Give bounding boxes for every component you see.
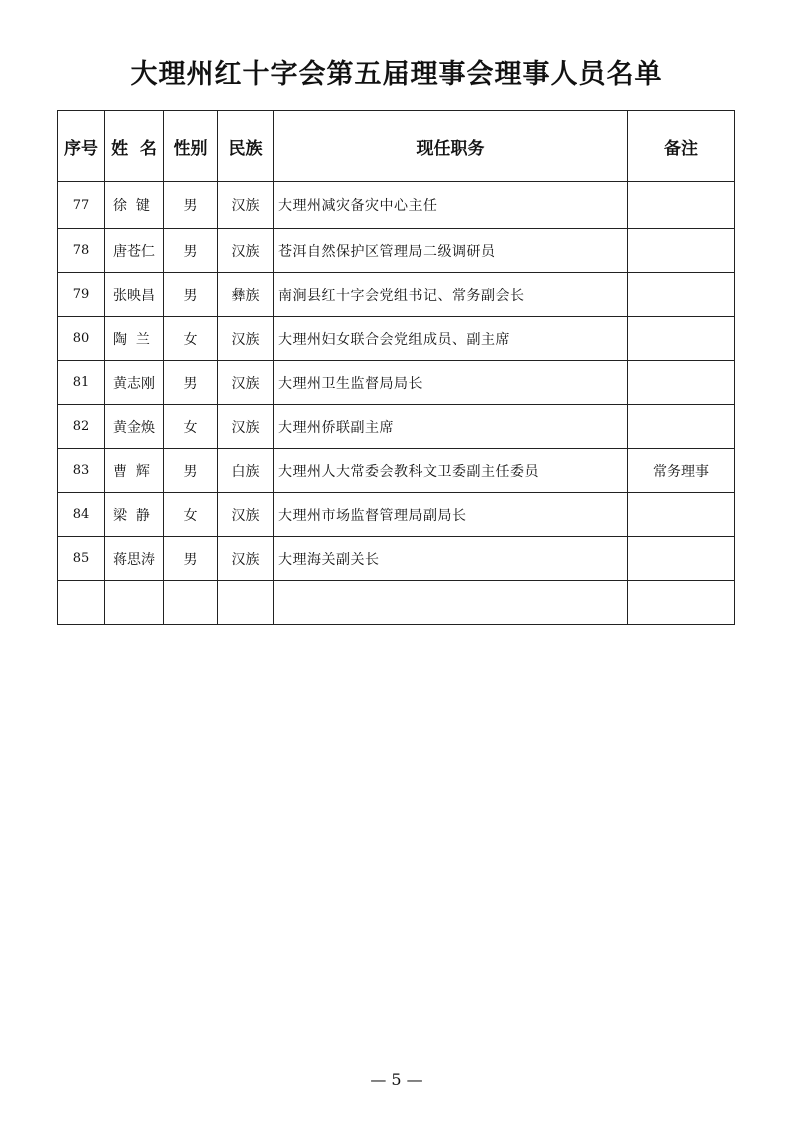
cell-remarks	[628, 361, 735, 405]
cell-remarks	[628, 273, 735, 317]
header-position: 现任职务	[274, 111, 628, 182]
cell-seq: 80	[58, 317, 105, 361]
cell-gender: 女	[164, 317, 218, 361]
table-row	[58, 317, 735, 361]
roster-table	[57, 110, 735, 625]
table-row	[58, 229, 735, 273]
cell-ethnicity: 白族	[218, 449, 274, 493]
cell-position: 大理海关副关长	[274, 537, 628, 581]
cell-gender: 女	[164, 493, 218, 537]
cell-position	[274, 581, 628, 625]
cell-name: 黄志刚	[105, 361, 164, 405]
cell-position: 大理州妇女联合会党组成员、副主席	[274, 317, 628, 361]
table-row	[58, 449, 735, 493]
cell-gender: 男	[164, 449, 218, 493]
cell-name: 黄金焕	[105, 405, 164, 449]
cell-ethnicity: 汉族	[218, 229, 274, 273]
cell-remarks	[628, 581, 735, 625]
cell-gender: 女	[164, 405, 218, 449]
page-number: — 5 —	[370, 1070, 423, 1089]
cell-seq: 81	[58, 361, 105, 405]
cell-seq: 77	[58, 182, 105, 229]
cell-position: 大理州人大常委会教科文卫委副主任委员	[274, 449, 628, 493]
cell-position: 大理州市场监督管理局副局长	[274, 493, 628, 537]
header-name: 姓 名	[105, 111, 164, 182]
cell-ethnicity: 彝族	[218, 273, 274, 317]
table-row	[58, 405, 735, 449]
cell-remarks	[628, 182, 735, 229]
cell-gender: 男	[164, 182, 218, 229]
cell-name: 蒋思涛	[105, 537, 164, 581]
cell-position: 大理州侨联副主席	[274, 405, 628, 449]
cell-seq: 79	[58, 273, 105, 317]
cell-position: 大理州卫生监督局局长	[274, 361, 628, 405]
cell-seq	[58, 581, 105, 625]
header-row	[58, 111, 735, 182]
cell-gender	[164, 581, 218, 625]
table-row	[58, 493, 735, 537]
table-row	[58, 537, 735, 581]
table-row	[58, 182, 735, 229]
header-gender: 性别	[164, 111, 218, 182]
cell-ethnicity: 汉族	[218, 405, 274, 449]
cell-name	[105, 581, 164, 625]
table-row	[58, 581, 735, 625]
cell-name: 陶 兰	[105, 317, 164, 361]
cell-name: 唐苍仁	[105, 229, 164, 273]
cell-name: 徐 键	[105, 182, 164, 229]
header-remarks: 备注	[628, 111, 735, 182]
cell-remarks: 常务理事	[628, 449, 735, 493]
table-row	[58, 361, 735, 405]
cell-remarks	[628, 537, 735, 581]
cell-ethnicity: 汉族	[218, 361, 274, 405]
cell-seq: 78	[58, 229, 105, 273]
cell-ethnicity	[218, 581, 274, 625]
cell-remarks	[628, 405, 735, 449]
cell-gender: 男	[164, 361, 218, 405]
cell-remarks	[628, 229, 735, 273]
cell-seq: 82	[58, 405, 105, 449]
cell-name: 曹 辉	[105, 449, 164, 493]
cell-position: 苍洱自然保护区管理局二级调研员	[274, 229, 628, 273]
cell-ethnicity: 汉族	[218, 317, 274, 361]
cell-position: 大理州减灾备灾中心主任	[274, 182, 628, 229]
cell-ethnicity: 汉族	[218, 537, 274, 581]
document-title: 大理州红十字会第五届理事会理事人员名单	[130, 59, 663, 90]
cell-seq: 85	[58, 537, 105, 581]
cell-seq: 84	[58, 493, 105, 537]
cell-remarks	[628, 493, 735, 537]
cell-remarks	[628, 317, 735, 361]
table-row	[58, 273, 735, 317]
cell-position: 南涧县红十字会党组书记、常务副会长	[274, 273, 628, 317]
cell-name: 梁 静	[105, 493, 164, 537]
cell-seq: 83	[58, 449, 105, 493]
header-ethnicity: 民族	[218, 111, 274, 182]
cell-gender: 男	[164, 537, 218, 581]
cell-name: 张映昌	[105, 273, 164, 317]
cell-gender: 男	[164, 273, 218, 317]
cell-gender: 男	[164, 229, 218, 273]
cell-ethnicity: 汉族	[218, 493, 274, 537]
header-seq: 序号	[58, 111, 105, 182]
cell-ethnicity: 汉族	[218, 182, 274, 229]
